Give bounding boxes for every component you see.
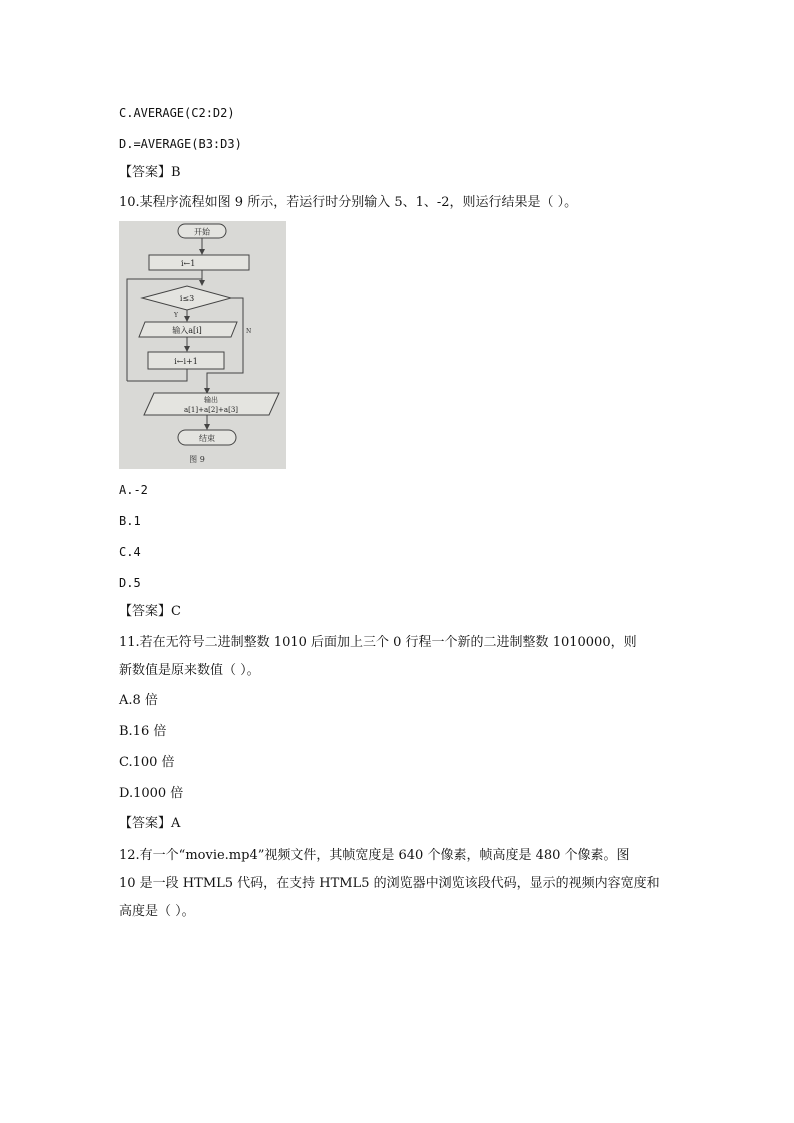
q9-option-c: C.AVERAGE(C2:D2) bbox=[119, 106, 235, 120]
q10-option-d: D.5 bbox=[119, 576, 141, 590]
flowchart-caption: 图 9 bbox=[189, 455, 205, 464]
q11-question-line-1: 11.若在无符号二进制整数 1010 后面加上三个 0 行程一个新的二进制整数 1010000，则 bbox=[119, 635, 637, 650]
flowchart-input-label: 输入a[i] bbox=[172, 326, 202, 335]
flowchart-yes-label: Y bbox=[174, 312, 178, 319]
q12-question-line-3: 高度是（ ）。 bbox=[119, 904, 195, 919]
flowchart-start-label: 开始 bbox=[194, 227, 210, 237]
q11-option-b: B.16 倍 bbox=[119, 724, 167, 739]
q11-answer: 【答案】A bbox=[119, 816, 181, 831]
q10-option-b: B.1 bbox=[119, 514, 141, 528]
q12-question-line-2: 10 是一段 HTML5 代码，在支持 HTML5 的浏览器中浏览该段代码，显示的视频内容宽度和 bbox=[119, 876, 660, 891]
q11-option-d: D.1000 倍 bbox=[119, 786, 184, 801]
flowchart-output-label-1: 输出 bbox=[204, 396, 218, 404]
q10-answer: 【答案】C bbox=[119, 604, 181, 619]
q11-option-a: A.8 倍 bbox=[119, 693, 158, 708]
q9-answer: 【答案】B bbox=[119, 165, 181, 180]
flowchart-condition-label: i≤3 bbox=[179, 294, 195, 303]
flowchart-figure-9 bbox=[119, 221, 286, 469]
q10-option-c: C.4 bbox=[119, 545, 141, 559]
flowchart-end-label: 结束 bbox=[199, 434, 215, 443]
flowchart-increment-label: i←i+1 bbox=[174, 357, 198, 366]
flowchart-init bbox=[149, 255, 249, 270]
q10-option-a: A.-2 bbox=[119, 483, 148, 497]
flowchart-output-label-2: a[1]+a[2]+a[3] bbox=[184, 406, 238, 414]
flowchart-no-label: N bbox=[246, 328, 252, 335]
q9-option-d: D.=AVERAGE(B3:D3) bbox=[119, 137, 242, 151]
q10-question: 10.某程序流程如图 9 所示，若运行时分别输入 5、1、-2，则运行结果是（ ）。 bbox=[119, 195, 578, 210]
q11-option-c: C.100 倍 bbox=[119, 755, 175, 770]
q12-question-line-1: 12.有一个“movie.mp4”视频文件，其帧宽度是 640 个像素，帧高度是 480 个像素。图 bbox=[119, 848, 630, 863]
q11-question-line-2: 新数值是原来数值（ ）。 bbox=[119, 663, 260, 678]
flowchart-init-label: i←1 bbox=[181, 259, 196, 268]
